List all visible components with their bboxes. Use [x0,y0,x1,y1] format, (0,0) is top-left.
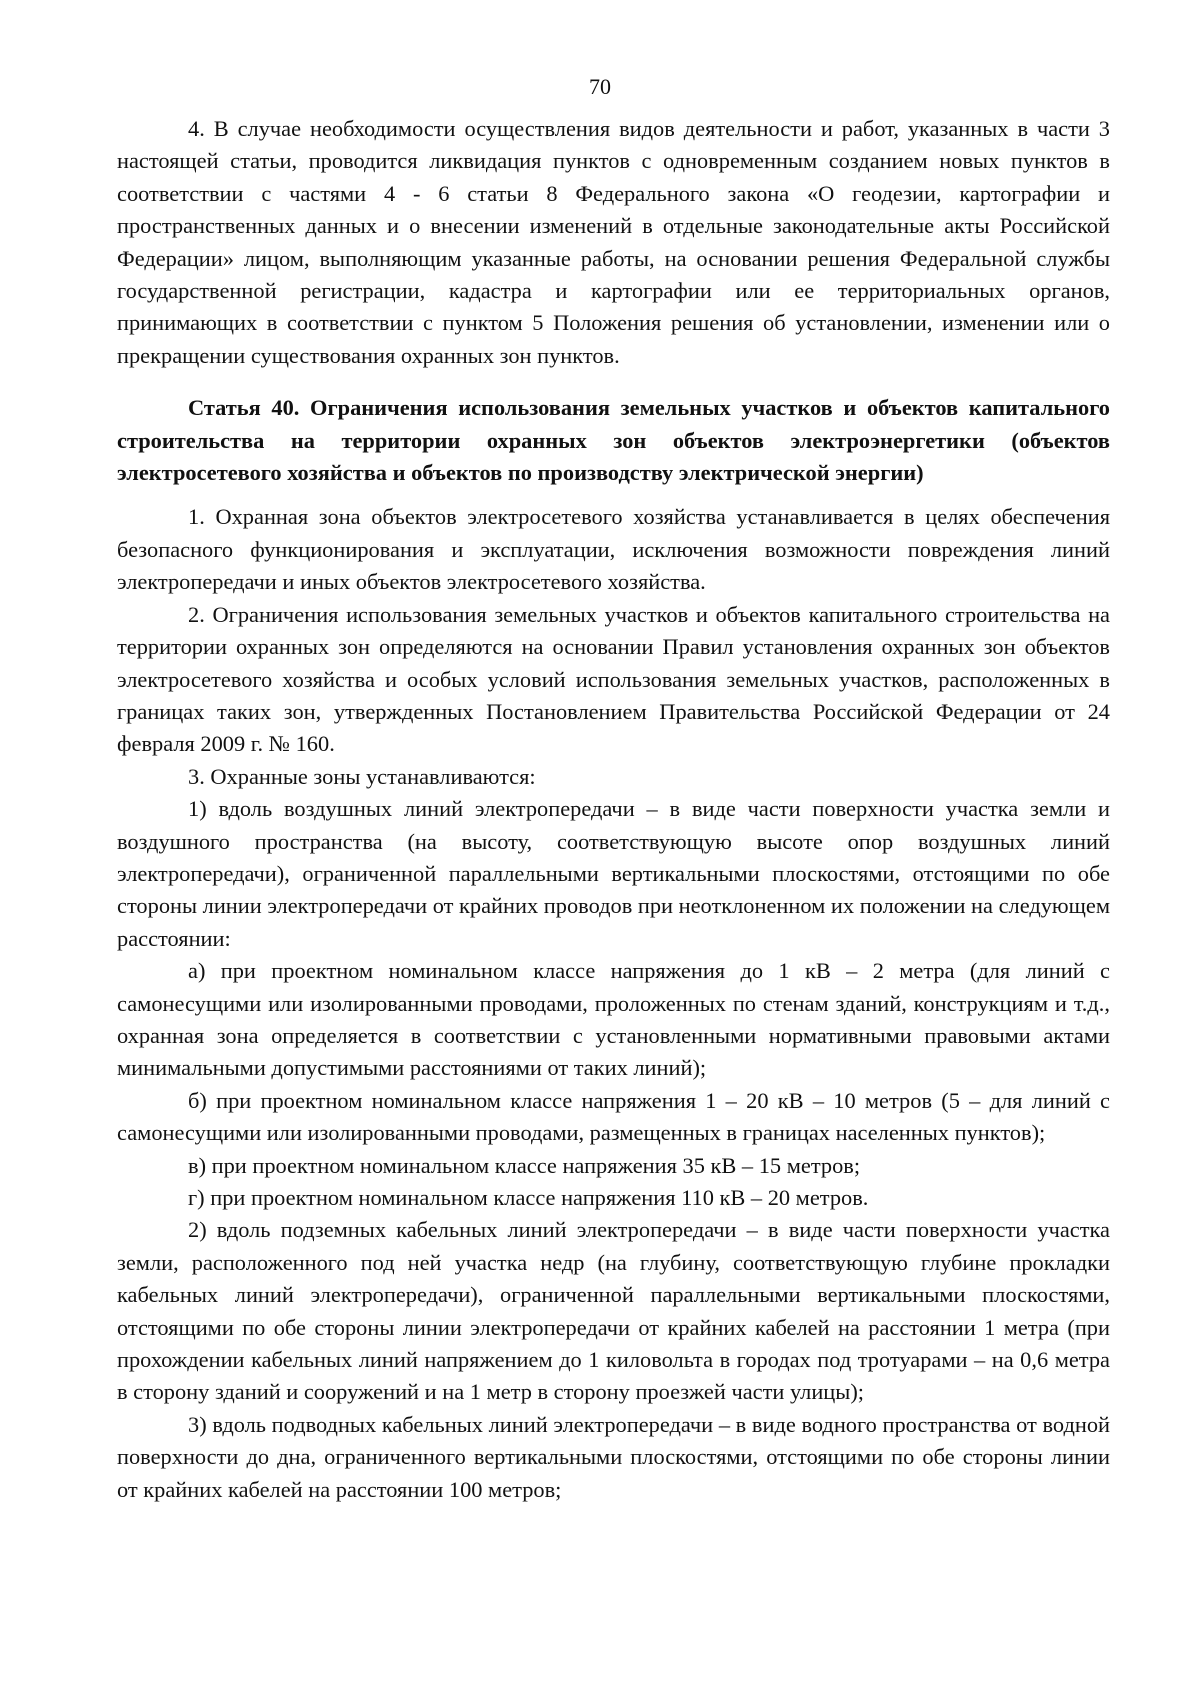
paragraph-1-protection-zone-purpose: 1. Охранная зона объектов электросетевого хозяйства устанавливается в целях обеспечения безопасного функционирования и эксплуатации, исключения возможности повреждения линий электропередачи и иных объектов электросетевого хозяйства. [117,504,1110,595]
subitem-b-1-20kv: б) при проектном номинальном классе напряжения 1 – 20 кВ – 10 метров (5 – для линий с самонесущими или изолированными проводами, размещенных в границах населенных пунктов); [117,1087,1110,1146]
subitem-v-35kv: в) при проектном номинальном классе напряжения 35 кВ – 15 метров; [188,1152,861,1178]
paragraph-3-zones-established: 3. Охранные зоны устанавливаются: [188,763,536,789]
item-2-underground-cables: 2) вдоль подземных кабельных линий электропередачи – в виде части поверхности участка земли, расположенного под ней участка недр (на глубину, соответствующую глубине прокладки кабельных линий электропередачи), ограниченной параллельными вертикальными плоскостями, отстоящими по обе стороны линии электропередачи от крайних кабелей на расстоянии 1 метра (при прохождении кабельных линий напряжением до 1 киловольта в городах под тротуарами – на 0,6 метра в сторону зданий и сооружений и на 1 метр в сторону проезжей части улицы); [117,1217,1110,1405]
item-3-underwater-cables: 3) вдоль подводных кабельных линий электропередачи – в виде водного пространства от водной поверхности до дна, ограниченного вертикальными плоскостями, отстоящими по обе стороны линии от крайних кабелей на расстоянии 100 метров; [117,1411,1110,1502]
paragraph-4-geodetic-points: 4. В случае необходимости осуществления видов деятельности и работ, указанных в части 3 настоящей статьи, проводится ликвидация пунктов с одновременным созданием новых пунктов в соответствии с частями 4 - 6 статьи 8 Федерального закона «О геодезии, картографии и пространственных данных и о внесении изменений в отдельные законодательные акты Российской Федерации» лицом, выполняющим указанные работы, на основании решения Федеральной службы государственной регистрации, кадастра и картографии или ее территориальных органов, принимающих в соответствии с пунктом 5 Положения решения об установлении, изменении или о прекращении существования охранных зон пунктов. [117,116,1110,368]
subitem-g-110kv: г) при проектном номинальном классе напряжения 110 кВ – 20 метров. [188,1185,869,1210]
item-1-overhead-lines: 1) вдоль воздушных линий электропередачи – в виде части поверхности участка земли и воздушного пространства (на высоту, соответствующую высоте опор воздушных линий электропередачи), ограниченной параллельными вертикальными плоскостями, отстоящими по обе стороны линии электропередачи от крайних проводов при неотклоненном их положении на следующем расстоянии: [117,796,1110,951]
page-number: 70 [589,74,611,99]
subitem-a-up-to-1kv: а) при проектном номинальном классе напряжения до 1 кВ – 2 метра (для линий с самонесущими или изолированными проводами, проложенных по стенам зданий, конструкциям и т.д., охранная зона определяется в соответствии с установленными нормативными правовыми актами минимальными допустимыми расстояниями от таких линий); [117,958,1110,1081]
document-body [117,113,1110,1506]
article-40-heading: Статья 40. Ограничения использования земельных участков и объектов капитального строительства на территории охранных зон объектов электроэнергетики (объектов электросетевого хозяйства и объектов по производству электрической энергии) [117,395,1110,486]
paragraph-2-restrictions-basis: 2. Ограничения использования земельных участков и объектов капитального строительства на территории охранных зон определяются на основании Правил установления охранных зон объектов электросетевого хозяйства и особых условий использования земельных участков, расположенных в границах таких зон, утвержденных Постановлением Правительства Российской Федерации от 24 февраля 2009 г. № 160. [117,601,1110,757]
